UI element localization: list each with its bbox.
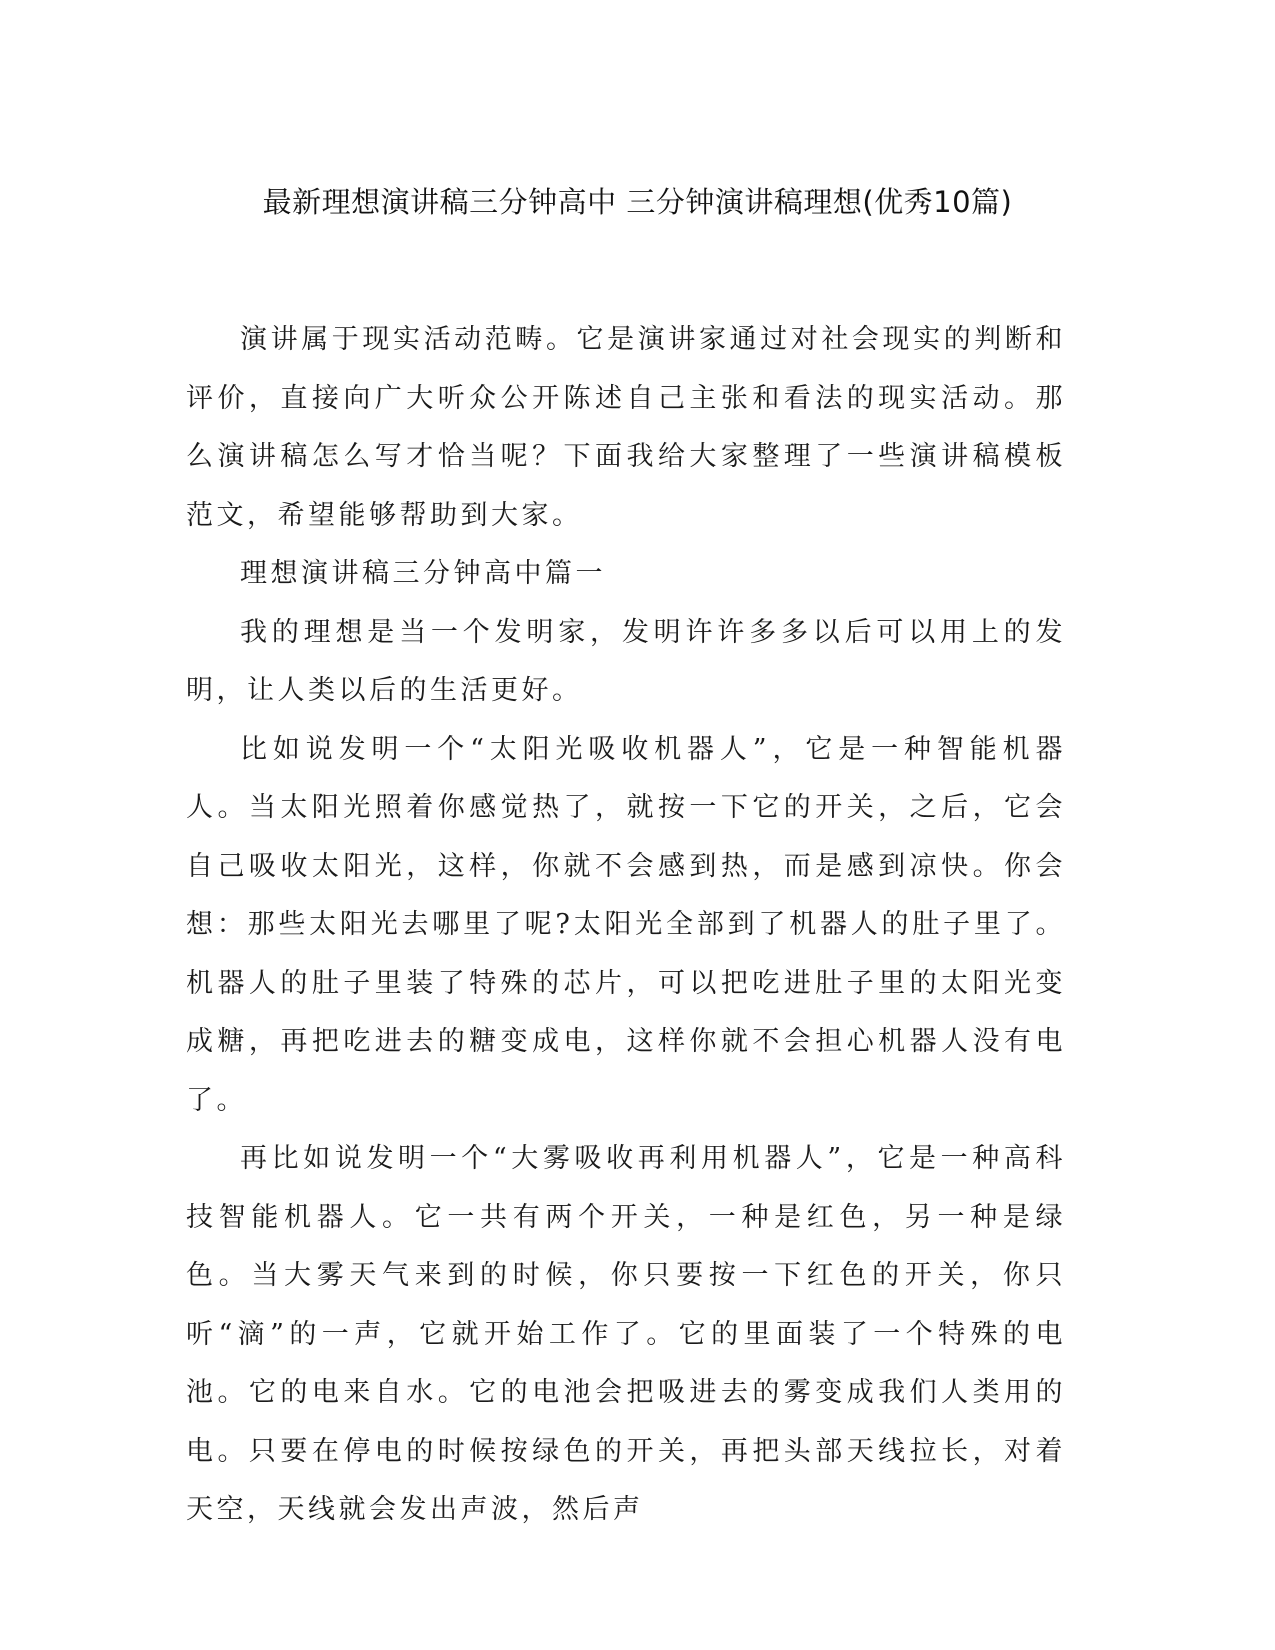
body-paragraph-2: 比如说发明一个“太阳光吸收机器人”，它是一种智能机器人。当太阳光照着你感觉热了，就按一下它的开关，之后，它会自己吸收太阳光，这样，你就不会感到热，而是感到凉快。你会想：那些太阳光去哪里了呢?太阳光全部到了机器人的肚子里了。机器人的肚子里装了特殊的芯片，可以把吃进肚子里的太阳光变成糖，再把吃进去的糖变成电，这样你就不会担心机器人没有电了。 xyxy=(186,733,1066,1116)
intro-paragraph: 演讲属于现实活动范畴。它是演讲家通过对社会现实的判断和评价，直接向广大听众公开陈述自己主张和看法的现实活动。那么演讲稿怎么写才恰当呢？下面我给大家整理了一些演讲稿模板范文，希望能够帮助到大家。 xyxy=(186,324,1066,531)
document-title: 最新理想演讲稿三分钟高中 三分钟演讲稿理想(优秀10篇) xyxy=(262,185,1013,219)
body-paragraph-3: 再比如说发明一个“大雾吸收再利用机器人”，它是一种高科技智能机器人。它一共有两个开关，一种是红色，另一种是绿色。当大雾天气来到的时候，你只要按一下红色的开关，你只听“滴”的一声，它就开始工作了。它的里面装了一个特殊的电池。它的电来自水。它的电池会把吸进去的雾变成我们人类用的电。只要在停电的时候按绿色的开关，再把头部天线拉长，对着天空，天线就会发出声波，然后声 xyxy=(186,1143,1066,1525)
body-paragraph-1: 我的理想是当一个发明家，发明许许多多以后可以用上的发明，让人类以后的生活更好。 xyxy=(186,616,1066,706)
section-heading: 理想演讲稿三分钟高中篇一 xyxy=(240,558,606,589)
document-body xyxy=(186,311,1066,1540)
